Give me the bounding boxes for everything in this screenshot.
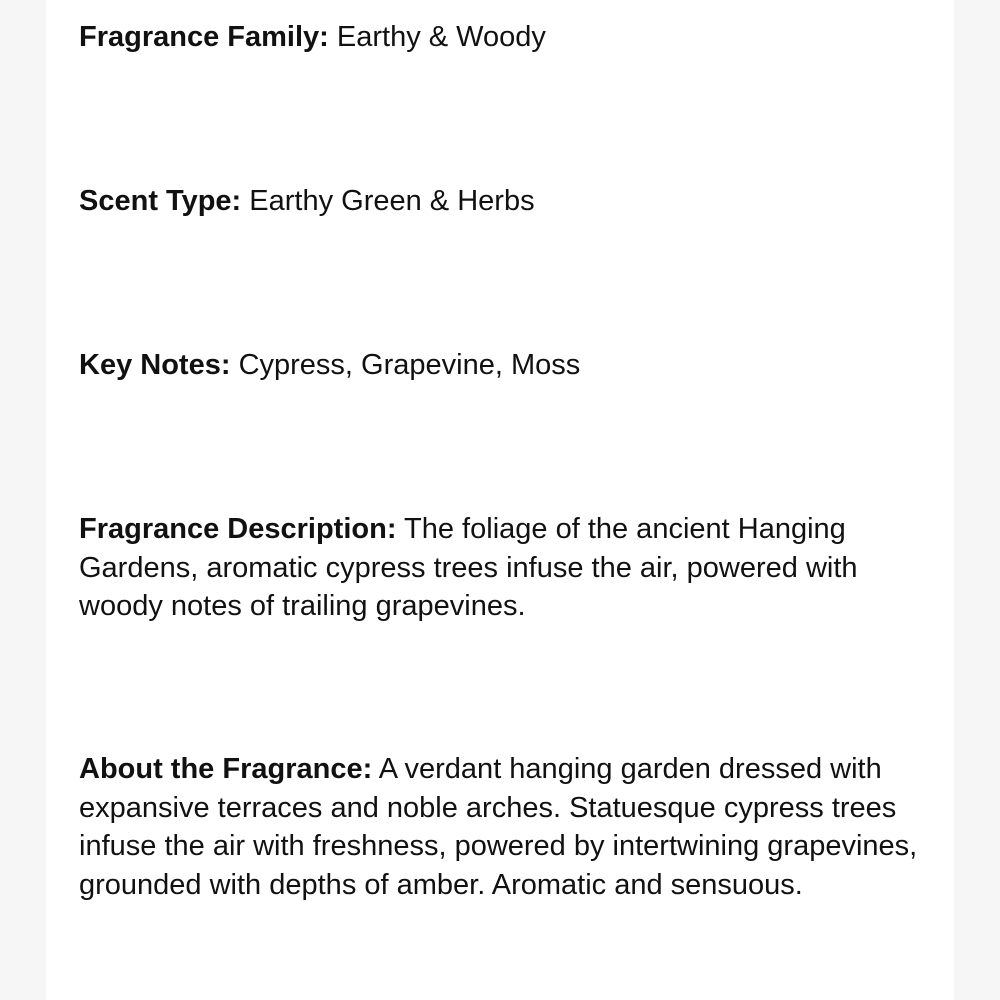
scent-type-line — [79, 182, 939, 221]
fragrance-description-paragraph — [79, 510, 939, 626]
fragrance-family-label: Fragrance Family: — [79, 21, 329, 53]
fragrance-family-line — [79, 18, 939, 57]
about-the-fragrance-label: About the Fragrance: — [79, 753, 373, 785]
fragrance-description-label: Fragrance Description: — [79, 513, 397, 545]
scent-type-value: Earthy Green & Herbs — [249, 185, 535, 217]
about-the-fragrance-value: A verdant hanging garden dressed with expansive terraces and noble arches. Statuesque cypress trees infuse the air with freshness, powered by intertwining grapevines, grounded with depths of amber. Aromatic and sensuous. — [79, 753, 918, 901]
key-notes-line — [79, 346, 939, 385]
fragrance-family-value: Earthy & Woody — [336, 21, 546, 53]
scent-type-label: Scent Type: — [79, 185, 242, 217]
about-the-fragrance-paragraph — [79, 750, 939, 904]
key-notes-value: Cypress, Grapevine, Moss — [238, 349, 581, 381]
fragrance-description-value: The foliage of the ancient Hanging Gardens, aromatic cypress trees infuse the air, powered with woody notes of trailing grapevines. — [79, 513, 858, 622]
key-notes-label: Key Notes: — [79, 349, 231, 381]
